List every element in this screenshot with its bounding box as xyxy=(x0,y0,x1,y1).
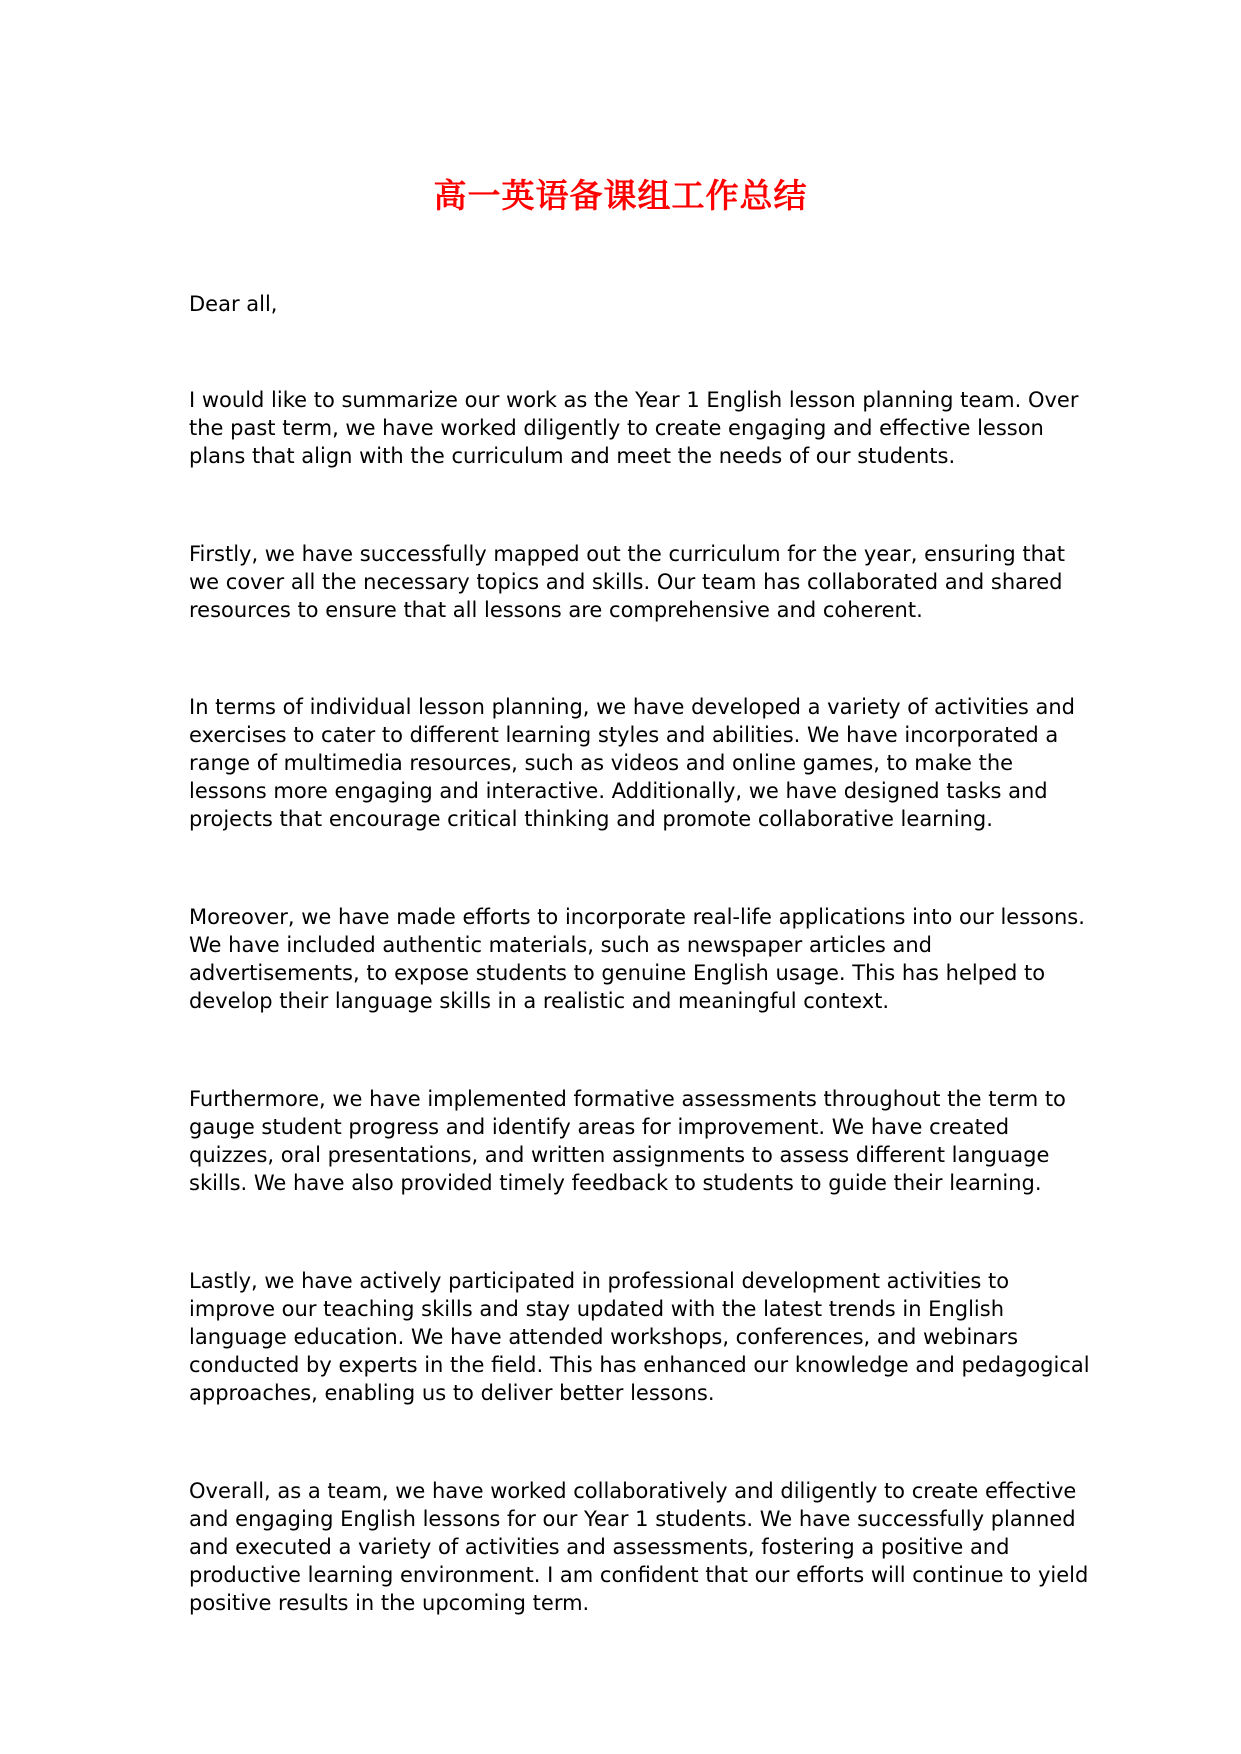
paragraph-line: improve our teaching skills and stay updated with the latest trends in English xyxy=(189,1297,1005,1321)
greeting: Dear all, xyxy=(189,292,278,316)
paragraph-line: productive learning environment. I am confident that our efforts will continue to yield xyxy=(189,1563,1089,1587)
paragraph-line: I would like to summarize our work as the Year 1 English lesson planning team. Over xyxy=(189,388,1079,412)
paragraph-line: and executed a variety of activities and assessments, fostering a positive and xyxy=(189,1535,1010,1559)
paragraph-line: approaches, enabling us to deliver better lessons. xyxy=(189,1381,715,1405)
paragraph-line: lessons more engaging and interactive. Additionally, we have designed tasks and xyxy=(189,779,1048,803)
paragraph-line: Firstly, we have successfully mapped out the curriculum for the year, ensuring that xyxy=(189,542,1066,566)
paragraph-line: conducted by experts in the field. This has enhanced our knowledge and pedagogical xyxy=(189,1353,1090,1377)
body-paragraph xyxy=(189,1477,1089,1617)
body-paragraph xyxy=(189,386,1079,470)
paragraph-line: Overall, as a team, we have worked collaboratively and diligently to create effective xyxy=(189,1479,1077,1503)
paragraph-line: We have included authentic materials, such as newspaper articles and xyxy=(189,933,932,957)
body-paragraph xyxy=(189,540,1069,624)
paragraph-line: quizzes, oral presentations, and written assignments to assess different language xyxy=(189,1143,1050,1167)
paragraph-line: Furthermore, we have implemented formative assessments throughout the term to xyxy=(189,1087,1066,1111)
paragraph-line: the past term, we have worked diligently to create engaging and effective lesson xyxy=(189,416,1044,440)
paragraph-line: positive results in the upcoming term. xyxy=(189,1591,590,1615)
body-paragraph xyxy=(189,1085,1069,1197)
paragraph-line: advertisements, to expose students to genuine English usage. This has helped to xyxy=(189,961,1046,985)
paragraph-line: Lastly, we have actively participated in professional development activities to xyxy=(189,1269,1010,1293)
paragraph-line: gauge student progress and identify areas for improvement. We have created xyxy=(189,1115,1010,1139)
paragraph-line: we cover all the necessary topics and skills. Our team has collaborated and shared xyxy=(189,570,1063,594)
body-paragraph xyxy=(189,1267,1090,1407)
paragraph-line: resources to ensure that all lessons are comprehensive and coherent. xyxy=(189,598,923,622)
paragraph-line: plans that align with the curriculum and meet the needs of our students. xyxy=(189,444,956,468)
paragraph-line: develop their language skills in a realistic and meaningful context. xyxy=(189,989,890,1013)
page-title: 高一英语备课组工作总结 xyxy=(433,176,808,215)
paragraph-line: and engaging English lessons for our Year 1 students. We have successfully planned xyxy=(189,1507,1076,1531)
paragraph-line: exercises to cater to different learning styles and abilities. We have incorporated a xyxy=(189,723,1059,747)
paragraph-line: In terms of individual lesson planning, we have developed a variety of activities and xyxy=(189,695,1075,719)
paragraph-line: skills. We have also provided timely feedback to students to guide their learning. xyxy=(189,1171,1042,1195)
body-paragraph xyxy=(189,693,1075,833)
body-paragraph xyxy=(189,903,1085,1015)
paragraph-line: Moreover, we have made efforts to incorporate real-life applications into our lessons. xyxy=(189,905,1085,929)
paragraph-line: projects that encourage critical thinking and promote collaborative learning. xyxy=(189,807,993,831)
paragraph-line: range of multimedia resources, such as videos and online games, to make the xyxy=(189,751,1014,775)
paragraph-line: language education. We have attended workshops, conferences, and webinars xyxy=(189,1325,1019,1349)
